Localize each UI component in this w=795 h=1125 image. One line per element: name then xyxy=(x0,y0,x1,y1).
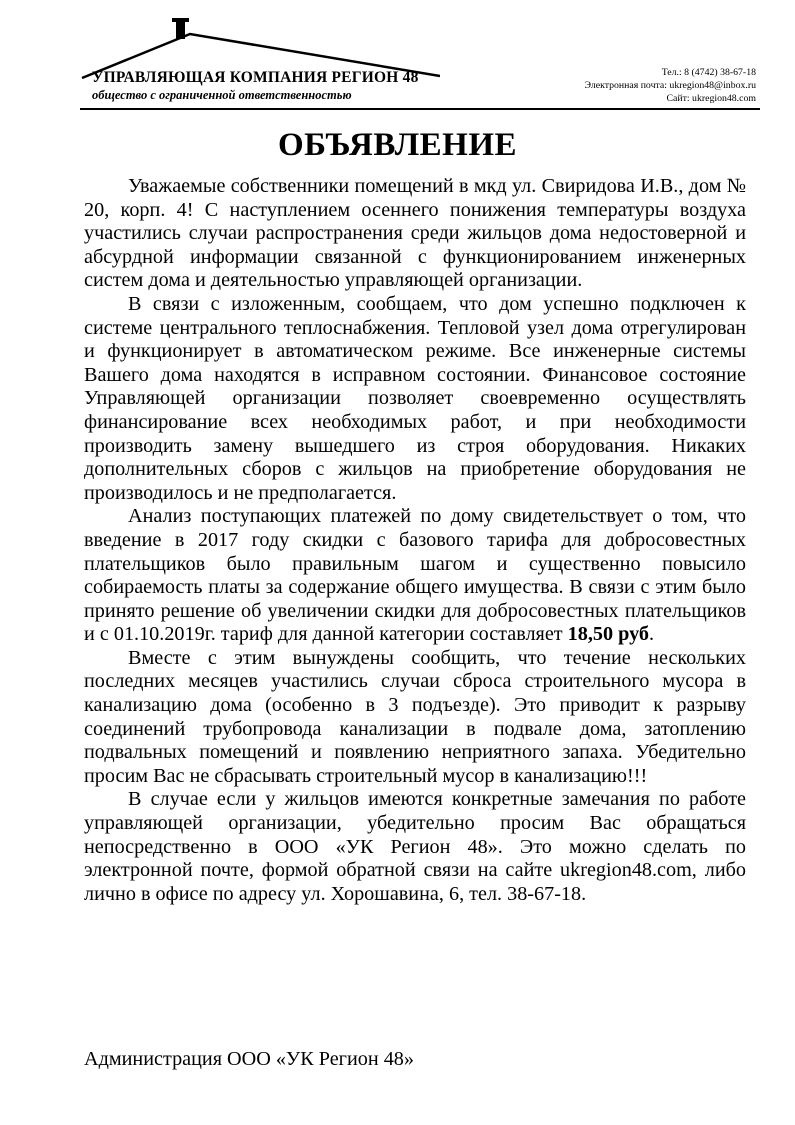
announcement-body xyxy=(84,175,746,906)
paragraph-3-text: Анализ поступающих платежей по дому свидетельствует о том, что введение в 2017 году скидки с базового тарифа для добросовестных плательщиков было правильным шагом и существенно повысило собираемость платы за содержание общего имущества. В связи с этим было принято решение об увеличении скидки для добросовестных плательщиков и с 01.10.2019г. тариф для данной категории составляет xyxy=(84,505,746,646)
contact-email[interactable]: Электронная почта: ukregion48@inbox.ru xyxy=(584,80,756,91)
contact-phone: Тел.: 8 (4742) 38-67-18 xyxy=(661,67,756,78)
company-type: общество с ограниченной ответственностью xyxy=(92,88,352,102)
contact-site[interactable]: Сайт: ukregion48.com xyxy=(666,93,756,104)
letterhead-divider xyxy=(80,108,760,110)
paragraph-3-end: . xyxy=(649,623,655,646)
paragraph-3 xyxy=(84,505,746,647)
paragraph-5: В случае если у жильцов имеются конкретные замечания по работе управляющей организации, убедительно просим Вас обращаться непосредственно в ООО «УК Регион 48». Это можно сделать по электронной почте, формой обратной связи на сайте ukregion48.com, либо лично в офисе по адресу ул. Хорошавина, 6, тел. 38-67-18. xyxy=(84,788,746,905)
document-title: ОБЪЯВЛЕНИЕ xyxy=(277,127,518,163)
paragraph-2: В связи с изложенным, сообщаем, что дом успешно подключен к системе центрального теплоснабжения. Тепловой узел дома отрегулирован и функционирует в автоматическом режиме. Все инженерные системы Вашего дома находятся в исправном состоянии. Финансовое состояние Управляющей организации позволяет своевременно осуществлять финансирование всех необходимых работ, и при необходимости производить замену вышедшего из строя оборудования. Никаких дополнительных сборов с жильцов на приобретение оборудования не производилось и не предполагается. xyxy=(84,292,746,504)
tariff-value: 18,50 руб xyxy=(567,623,650,646)
contacts-block xyxy=(585,66,757,105)
paragraph-1: Уважаемые собственники помещений в мкд ул. Свиридова И.В., дом № 20, корп. 4! С наступлением осеннего понижения температуры воздуха участились случаи распространения среди жильцов дома недостоверной и абсурдной информации связанной с функционированием инженерных систем дома и деятельностью управляющей организации. xyxy=(84,175,746,292)
signature: Администрация ООО «УК Регион 48» xyxy=(84,1048,414,1070)
company-name: УПРАВЛЯЮЩАЯ КОМПАНИЯ РЕГИОН 48 xyxy=(92,69,419,86)
paragraph-4: Вместе с этим вынуждены сообщить, что течение нескольких последних месяцев участились случаи сброса строительного мусора в канализацию дома (особенно в 3 подъезде). Это приводит к разрыву соединений трубопровода канализации в подвале дома, затоплению подвальных помещений и появлению неприятного запаха. Убедительно просим Вас не сбрасывать строительный мусор в канализацию!!! xyxy=(84,646,746,787)
